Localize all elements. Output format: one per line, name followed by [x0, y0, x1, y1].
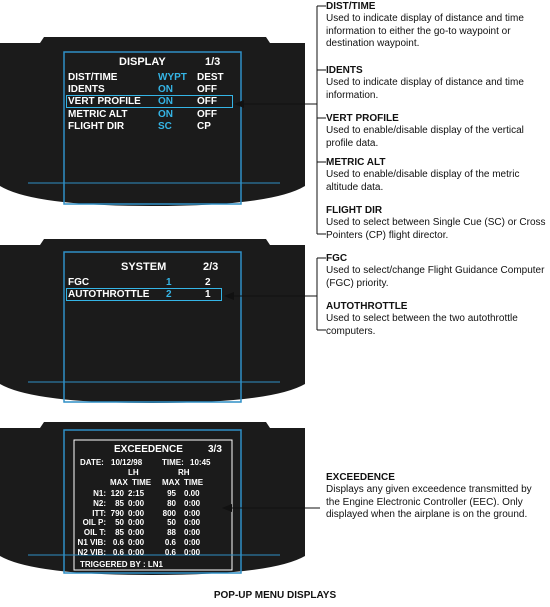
- exceedence-param-label: N1 VIB:: [77, 538, 106, 547]
- exceedence-date-label: DATE:: [80, 458, 104, 467]
- exceedence-page: 3/3: [208, 444, 222, 455]
- annotation-description: Displays any given exceedence transmitted by the Engine Electronic Controller (EEC). Only displayed when the airplane is on the ground.: [326, 484, 532, 521]
- annotation-description: Used to enable/disable display of the metric altitude data.: [326, 169, 520, 193]
- display-row-label: VERT PROFILE: [68, 96, 141, 107]
- display-page: 1/3: [205, 56, 221, 68]
- annotation-dist-time: [326, 1, 548, 51]
- exceedence-lh-time-header: TIME: [132, 478, 152, 487]
- annotation-flight-dir: [326, 205, 548, 242]
- exceedence-rh-time: 0:00: [184, 518, 201, 528]
- exceedence-triggered-by: TRIGGERED BY : LN1: [80, 560, 163, 569]
- exceedence-rh-max-header: MAX: [162, 478, 180, 487]
- exceedence-lh-time: 2:15: [128, 489, 145, 498]
- exceedence-lh-time: 0:00: [128, 498, 145, 508]
- exceedence-rh-max: 88: [167, 528, 176, 538]
- exceedence-rh-time: 0:00: [184, 547, 201, 557]
- exceedence-rh-max: 800: [162, 508, 176, 518]
- exceedence-lh-time: 0:00: [128, 508, 145, 518]
- exceedence-lh-time: 0:00: [128, 528, 145, 538]
- annotation-heading: FLIGHT DIR: [326, 205, 383, 216]
- system-row-label: FGC: [68, 277, 90, 288]
- annotation-description: Used to select/change Flight Guidance Computer (FGC) priority.: [326, 265, 545, 289]
- exceedence-lh-time: 0:00: [128, 518, 145, 528]
- exceedence-rh-max: 0.6: [164, 547, 176, 557]
- exceedence-lh-max: 50: [115, 518, 124, 528]
- exceedence-rh-time: 0:00: [184, 528, 201, 538]
- exceedence-lh-max-header: MAX: [110, 478, 128, 487]
- display-row-option-b[interactable]: OFF: [197, 84, 217, 95]
- annotation-exceedence: [326, 472, 548, 522]
- exceedence-lh-max: 790: [110, 508, 124, 518]
- annotation-heading: IDENTS: [326, 65, 363, 76]
- annotation-heading: FGC: [326, 253, 348, 264]
- exceedence-lh-max: 85: [115, 528, 124, 538]
- exceedence-param-label: OIL T:: [83, 528, 106, 538]
- exceedence-lh-max: 120: [110, 489, 124, 498]
- exceedence-lh-max: 85: [115, 498, 124, 508]
- display-row-option-a[interactable]: ON: [158, 109, 173, 120]
- exceedence-rh-max: 95: [167, 489, 176, 498]
- exceedence-rh-max: 80: [167, 498, 176, 508]
- exceedence-lh-max: 0.6: [112, 538, 124, 547]
- exceedence-param-label: N1:: [93, 489, 106, 498]
- display-row-option-a[interactable]: ON: [158, 96, 173, 107]
- annotation-description: Used to select between Single Cue (SC) or Cross Pointers (CP) flight director.: [326, 217, 546, 241]
- display-row-label: IDENTS: [68, 84, 105, 95]
- display-row-option-a[interactable]: SC: [158, 121, 172, 132]
- system-row-label: AUTOTHROTTLE: [68, 289, 150, 300]
- exceedence-rh-time: 0.00: [184, 489, 200, 498]
- annotation-fgc: [326, 253, 548, 290]
- exceedence-param-label: ITT:: [92, 508, 106, 518]
- system-title: SYSTEM: [121, 261, 167, 273]
- exceedence-rh-max: 50: [167, 518, 176, 528]
- exceedence-rh-time-header: TIME: [184, 478, 204, 487]
- exceedence-param-label: N2:: [93, 498, 106, 508]
- system-page: 2/3: [203, 261, 219, 273]
- exceedence-lh-header: LH: [128, 468, 139, 477]
- exceedence-rh-time: 0:00: [184, 498, 201, 508]
- exceedence-lh-time: 0:00: [128, 538, 145, 547]
- system-row-option-a[interactable]: 1: [166, 277, 172, 288]
- exceedence-param-label: N2 VIB:: [77, 547, 106, 557]
- annotation-vert-profile: [326, 113, 548, 150]
- display-row-label: DIST/TIME: [68, 72, 118, 83]
- display-row-option-b[interactable]: OFF: [197, 96, 217, 107]
- display-row-option-b[interactable]: DEST: [197, 72, 224, 83]
- exceedence-rh-time: 0:00: [184, 508, 201, 518]
- exceedence-time: 10:45: [190, 458, 211, 467]
- display-row-option-b[interactable]: CP: [197, 121, 211, 132]
- annotation-description: Used to select between the two autothrottle computers.: [326, 313, 518, 337]
- exceedence-lh-time: 0:00: [128, 547, 145, 557]
- exceedence-rh-time: 0:00: [184, 538, 201, 547]
- exceedence-lh-max: 0.6: [112, 547, 124, 557]
- system-row-option-a[interactable]: 2: [166, 289, 172, 300]
- display-row-label: FLIGHT DIR: [68, 121, 125, 132]
- display-row-option-b[interactable]: OFF: [197, 109, 217, 120]
- exceedence-date: 10/12/98: [111, 458, 143, 467]
- annotation-description: Used to indicate display of distance and time information.: [326, 77, 524, 101]
- display-row-label: METRIC ALT: [68, 109, 128, 120]
- exceedence-rh-max: 0.6: [164, 538, 176, 547]
- annotation-metric-alt: [326, 157, 548, 194]
- annotation-heading: EXCEEDENCE: [326, 472, 395, 483]
- annotation-description: Used to enable/disable display of the vertical profile data.: [326, 125, 524, 149]
- exceedence-title: EXCEEDENCE: [114, 444, 183, 455]
- annotation-heading: VERT PROFILE: [326, 113, 399, 124]
- annotation-description: Used to indicate display of distance and time information to either the go-to waypoint or destination waypoint.: [326, 13, 524, 50]
- annotation-idents: [326, 65, 548, 102]
- exceedence-param-label: OIL P:: [82, 518, 106, 528]
- figure-caption: POP-UP MENU DISPLAYS: [213, 590, 337, 601]
- system-row-option-b[interactable]: 2: [205, 277, 211, 288]
- exceedence-time-label: TIME:: [162, 458, 184, 467]
- annotation-heading: AUTOTHROTTLE: [326, 301, 408, 312]
- display-row-option-a[interactable]: WYPT: [158, 72, 187, 83]
- annotation-autothrottle: [326, 301, 548, 338]
- system-row-option-b[interactable]: 1: [205, 289, 211, 300]
- display-title: DISPLAY: [119, 56, 166, 68]
- exceedence-rh-header: RH: [178, 468, 190, 477]
- annotation-heading: METRIC ALT: [326, 157, 386, 168]
- display-row-option-a[interactable]: ON: [158, 84, 173, 95]
- annotation-heading: DIST/TIME: [326, 1, 376, 12]
